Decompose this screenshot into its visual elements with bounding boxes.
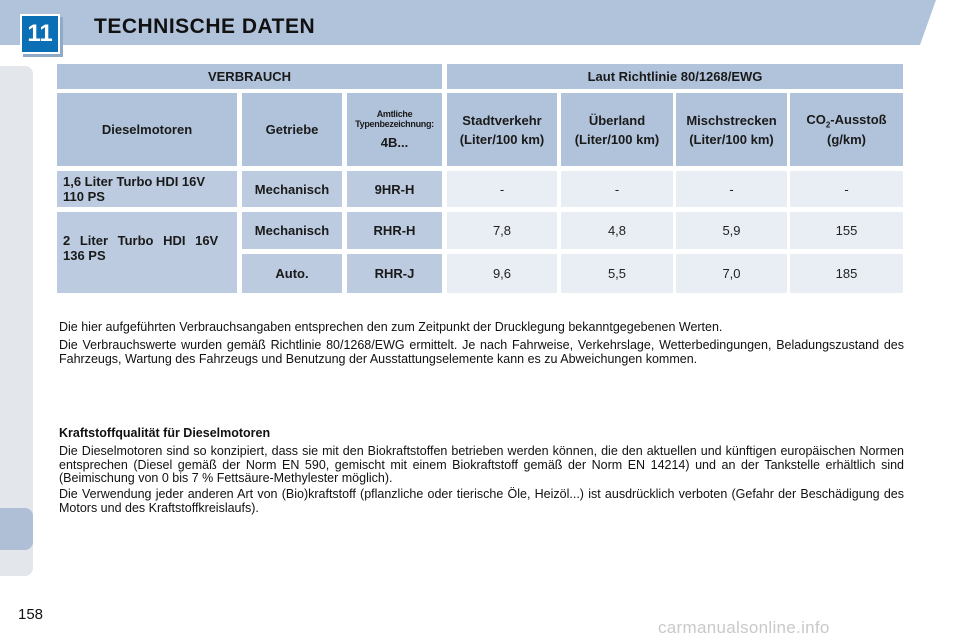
paragraph-directive-note: Die Verbrauchswerte wurden gemäß Richtlinie 80/1268/EWG ermittelt. Je nach Fahrweise, Verkehrslage, Wetterbedingungen, Beladungszustand des Fahrzeugs, Wartung des Fahrzeugs und Benutzung der Ausstattungselemente kann es zu Abweichungen kommen.: [59, 338, 904, 366]
table-group-header-directive: Laut Richtlinie 80/1268/EWG: [447, 64, 903, 89]
table-row-1-urban: -: [447, 171, 557, 207]
engine-label-1: [57, 171, 237, 207]
chapter-number-badge: 11: [20, 14, 60, 54]
table-row-2-combined: 5,9: [676, 212, 787, 249]
combined-header-line2: (Liter/100 km): [689, 131, 774, 147]
table-row-2-gearbox: Mechanisch: [242, 212, 342, 249]
column-header-engine: Dieselmotoren: [57, 93, 237, 166]
page-number: 158: [18, 606, 44, 623]
section-title-fuel-quality: Kraftstoffqualität für Dieselmotoren: [59, 426, 271, 440]
table-row-3-type: RHR-J: [347, 254, 442, 293]
table-row-2-co2: 155: [790, 212, 903, 249]
side-margin-strip: [0, 66, 33, 576]
table-row-3-co2: 185: [790, 254, 903, 293]
engine-label-2: [57, 212, 237, 293]
column-header-co2: [790, 93, 903, 166]
table-row-3-combined: 7,0: [676, 254, 787, 293]
co2-header-line2: (g/km): [827, 132, 866, 148]
type-header-line1: Amtliche: [376, 109, 413, 119]
column-header-combined: [676, 93, 787, 166]
table-row-1-co2: -: [790, 171, 903, 207]
table-row-2-type: RHR-H: [347, 212, 442, 249]
table-row-1-gearbox: Mechanisch: [242, 171, 342, 207]
type-header-line2: Typenbezeichnung:: [355, 119, 434, 129]
column-header-extra-urban: [561, 93, 673, 166]
table-row-2-extra: 4,8: [561, 212, 673, 249]
table-group-header-consumption: VERBRAUCH: [57, 64, 442, 89]
watermark: carmanualsonline.info: [658, 618, 830, 637]
extra-header-line1: Überland: [588, 112, 646, 128]
type-header-line3: 4B...: [380, 135, 409, 150]
urban-header-line2: (Liter/100 km): [459, 131, 545, 147]
combined-header-line1: Mischstrecken: [686, 112, 777, 128]
paragraph-biofuel: Die Dieselmotoren sind so konzipiert, dass sie mit den Biokraftstoffen betrieben werden können, die den aktuellen und künftigen europäischen Normen entsprechen (Diesel gemäß der Norm EN 590, gemischt mit einem Biokraftstoff gemäß der Norm EN 14214) und an der Tankstelle erhältlich sind (Beimischung von 0 bis 7 % Fettsäure-Methylester möglich).: [59, 444, 904, 485]
column-header-gearbox: Getriebe: [242, 93, 342, 166]
urban-header-line1: Stadtverkehr: [462, 112, 542, 128]
table-row-3-gearbox: Auto.: [242, 254, 342, 293]
paragraph-prohibited-fuel: Die Verwendung jeder anderen Art von (Bio)kraftstoff (pflanzliche oder tierische Öle, Heizöl...) ist ausdrücklich verboten (Gefahr der Beschädigung des Motors und des Kraftstoffkreislaufs).: [59, 487, 904, 515]
co2-label: CO: [806, 111, 826, 127]
column-header-type-designation: [347, 93, 442, 166]
co2-header-line1: [806, 112, 886, 133]
table-row-1-combined: -: [676, 171, 787, 207]
chapter-side-tab[interactable]: [0, 508, 33, 550]
table-row-3-urban: 9,6: [447, 254, 557, 293]
engine2-line2: 136 PS: [63, 247, 106, 263]
page-title: TECHNISCHE DATEN: [94, 15, 316, 38]
table-row-3-extra: 5,5: [561, 254, 673, 293]
engine1-line1: 1,6 Liter Turbo HDI 16V: [63, 174, 206, 189]
paragraph-consumption-note: Die hier aufgeführten Verbrauchsangaben entsprechen den zum Zeitpunkt der Drucklegung bekanntgegebenen Werten.: [59, 320, 723, 334]
table-row-2-urban: 7,8: [447, 212, 557, 249]
co2-label-suffix: -Ausstoß: [830, 111, 887, 127]
co2-subscript: 2: [825, 120, 831, 130]
engine1-line2: 110 PS: [63, 189, 105, 204]
extra-header-line2: (Liter/100 km): [574, 131, 660, 147]
table-row-1-extra: -: [561, 171, 673, 207]
engine2-line1: 2 Liter Turbo HDI 16V: [63, 232, 219, 248]
column-header-urban: [447, 93, 557, 166]
table-row-1-type: 9HR-H: [347, 171, 442, 207]
